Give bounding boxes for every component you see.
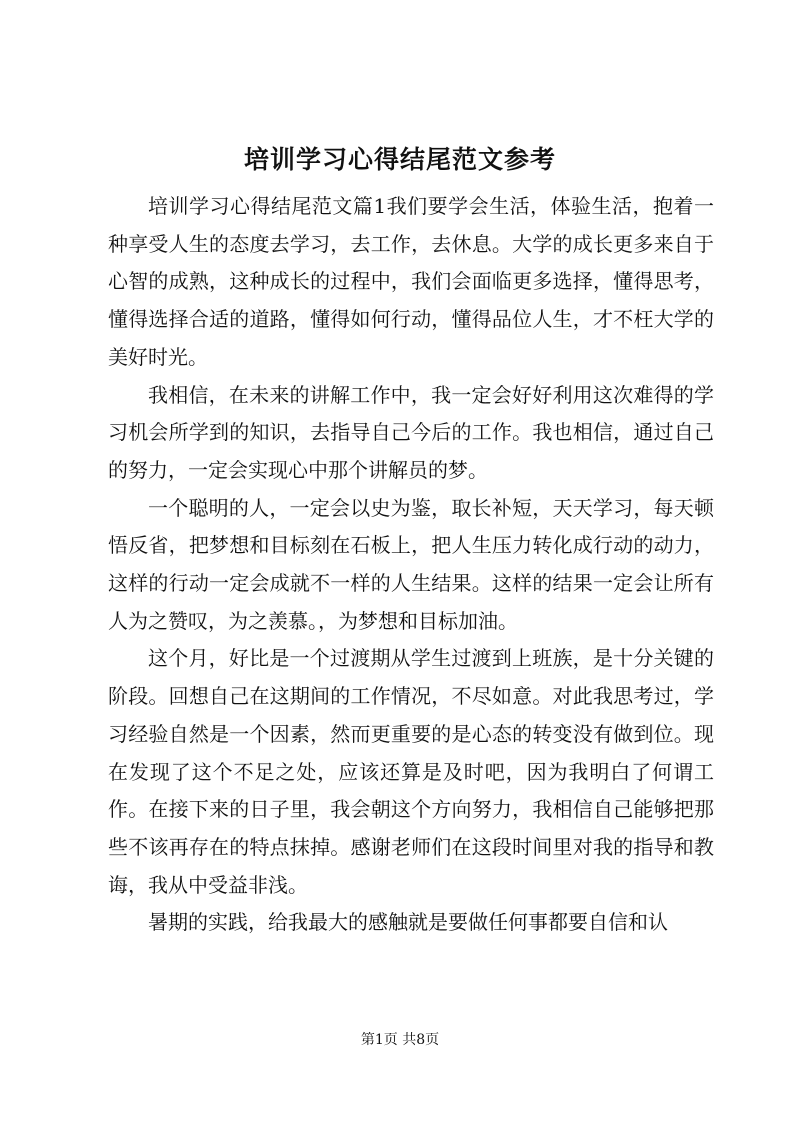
- paragraph: 培训学习心得结尾范文篇1我们要学会生活，体验生活，抱着一种享受人生的态度去学习，去工作，去休息。大学的成长更多来自于心智的成熟，这种成长的过程中，我们会面临更多选择，懂得思考，懂得选择合适的道路，懂得如何行动，懂得品位人生，才不枉大学的美好时光。: [108, 194, 714, 369]
- paragraph: 暑期的实践，给我最大的感触就是要做任何事都要自信和认: [148, 910, 668, 935]
- document-title: 培训学习心得结尾范文参考: [243, 145, 556, 174]
- paragraph: 这个月，好比是一个过渡期从学生过渡到上班族，是十分关键的阶段。回想自己在这期间的工作情况，不尽如意。对此我思考过，学习经验自然是一个因素，然而更重要的是心态的转变没有做到位。现在发现了这个不足之处，应该还算是及时吧，因为我明白了何谓工作。在接下来的日子里，我会朝这个方向努力，我相信自己能够把那些不该再存在的特点抹掉。感谢老师们在这段时间里对我的指导和教诲，我从中受益非浅。: [108, 646, 714, 897]
- paragraph: 一个聪明的人，一定会以史为鉴，取长补短，天天学习，每天顿悟反省，把梦想和目标刻在石板上，把人生压力转化成行动的动力，这样的行动一定会成就不一样的人生结果。这样的结果一定会让所有人为之赞叹，为之羡慕。，为梦想和目标加油。: [108, 495, 714, 633]
- document-body: [108, 188, 714, 942]
- paragraph: 我相信，在未来的讲解工作中，我一定会好好利用这次难得的学习机会所学到的知识，去指导自己今后的工作。我也相信，通过自己的努力，一定会实现心中那个讲解员的梦。: [108, 382, 714, 482]
- page-number-footer: 第1页 共8页: [360, 1032, 440, 1048]
